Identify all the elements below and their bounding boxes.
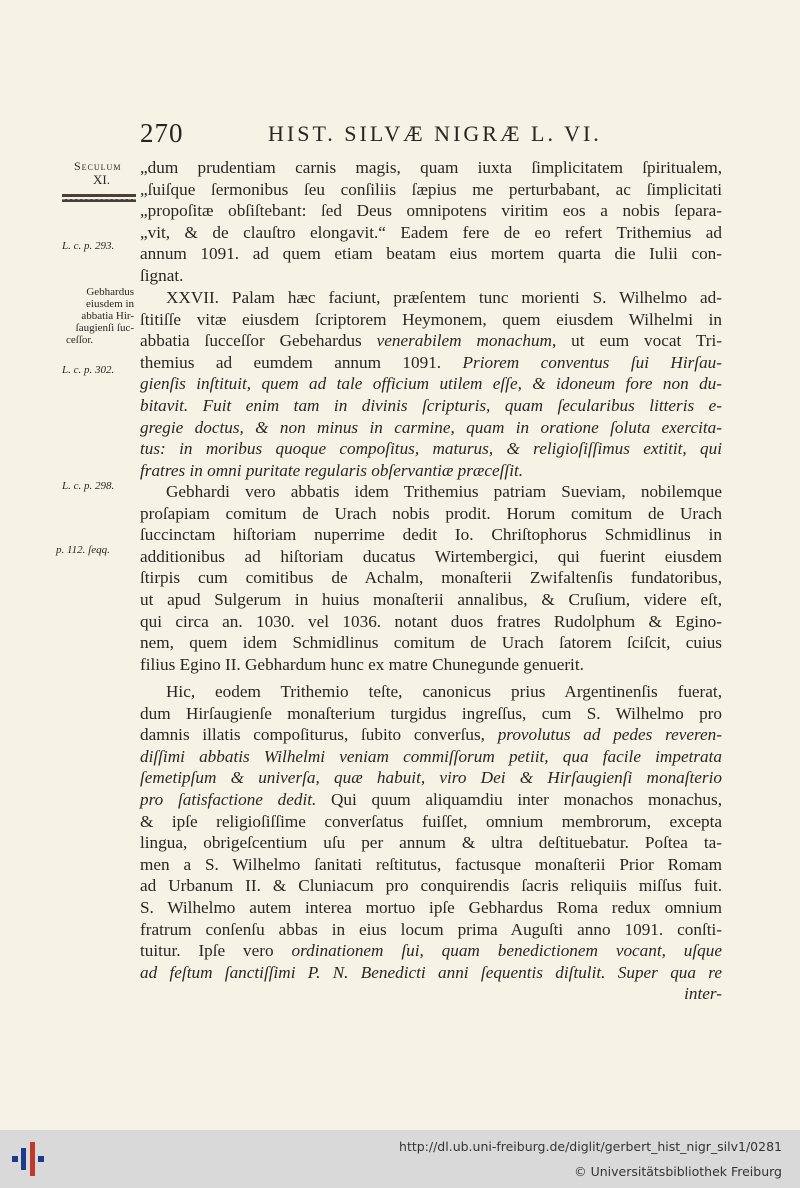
margin-seculum: Seculum [74, 159, 122, 173]
text-run: themius ad eumdem annum 1091. [140, 352, 463, 372]
text-line [140, 460, 722, 482]
text-line [140, 897, 722, 919]
italic-run: venerabilem monachum [376, 331, 552, 351]
text-line [140, 854, 722, 876]
text-line: nem, quem idem Schmidlinus comitum de Urach ſatorem ſciſcit, cuius [140, 633, 722, 653]
text-run: lingua, obrigeſcentium uſu per annum & ultra deſtituebatur. Poſtea ta- [140, 833, 722, 853]
text-line: additionibus ad hiſtoriam ducatus Wirtembergici, qui fuerint eiusdem [140, 546, 722, 566]
text-line [140, 287, 722, 309]
text-line: filius Egino II. Gebhardum hunc ex matre Chunegunde genuerit. [140, 654, 584, 674]
text-run: ad Urbanum II. & Cluniacum pro conquirendis ſacris reliquiis miſſus fuit. [140, 876, 722, 896]
text-line [140, 703, 722, 725]
text-line [140, 789, 722, 811]
margin-note-line: abbatia Hir- [81, 310, 134, 322]
italic-run: Priorem conventus ſui Hirſau- [462, 352, 722, 372]
running-head: HIST. SILVÆ NIGRÆ L. VI. [268, 121, 602, 146]
text-line [140, 417, 722, 439]
page-number: 270 [140, 118, 184, 148]
text-line [140, 681, 722, 703]
page-header [140, 118, 700, 152]
italic-run: gienſis inſtituit, quem ad tale officium utilem eſſe, & idoneum fore non du- [140, 374, 722, 394]
text-line: qui circa an. 1030. vel 1036. notant duos fratres Rudolphum & Egino- [140, 611, 722, 631]
text-line: annum 1091. ad quem etiam beatam eius mortem quarta die Iulii con- [140, 244, 722, 264]
text-line: „ſuiſque ſermonibus ſeu conſiliis ſæpius me perturbabant, ac ſimplicitati [140, 179, 722, 199]
text-line: ſignat. [140, 265, 184, 285]
text-line [140, 438, 722, 460]
text-run: & ipſe religioſiſſime converſatus fuiſſet, omnium membrorum, excepta [140, 811, 722, 831]
margin-ref-1: L. c. p. 293. [62, 240, 115, 252]
text-run: abbatia ſucceſſor Gebehardus [140, 331, 377, 351]
paragraph-hic [140, 681, 722, 1005]
margin-note-line: ceſſor. [66, 334, 94, 346]
text-line [140, 962, 722, 984]
text-run: , ut eum vocat Tri- [551, 331, 722, 351]
text-run: damnis illatis compoſiturus, ſubito converſus, [140, 725, 498, 745]
italic-run: gregie doctus, & non minus in carmine, quam in oratione ſoluta exercita- [140, 417, 722, 437]
italic-run: ordinationem ſui, quam benedictionem vocant, uſque [291, 941, 722, 961]
text-line [140, 373, 722, 395]
italic-run: bitavit. Fuit enim tam in divinis ſcripturis, quam ſecularibus litteris e- [140, 395, 722, 415]
italic-run: ad feſtum ſanctiſſimi P. N. Benedicti anni ſequentis diſtulit. Super qua re [140, 962, 722, 982]
text-line: „vit, & de clauſtro elongavit.“ Eadem fere de eo refert Trithemius ad [140, 222, 722, 242]
margin-gebhardus-note [62, 286, 134, 346]
margin-ref-4: p. 112. ſeqq. [56, 544, 110, 556]
source-url-link[interactable]: http://dl.ub.uni-freiburg.de/diglit/gerbert_hist_nigr_silv1/0281 [399, 1139, 782, 1154]
text-line [140, 767, 722, 789]
text-line: ut apud Sulgerum in huius monaſterii annalibus, & Cruſium, videre eſt, [140, 589, 722, 609]
italic-run: pro ſatisfactione dedit. [140, 789, 317, 809]
text-run: dum Hirſaugienſe monaſterium turgidus ingreſſus, cum S. Wilhelmo pro [140, 703, 722, 723]
text-line [140, 395, 722, 417]
text-line [140, 352, 722, 374]
italic-run: tus: in moribus quoque compoſitus, maturus, & religioſiſſimus extitit, qui [140, 439, 722, 459]
text-line: „dum prudentiam carnis magis, quam iuxta ſimplicitatem ſpiritualem, [140, 158, 722, 177]
text-run: S. Wilhelmo autem interea mortuo ipſe Gebhardus Roma redux omnium [140, 897, 722, 917]
text-line: Gebhardi vero abbatis idem Trithemius patriam Sueviam, nobilemque [166, 482, 722, 501]
text-line [140, 875, 722, 897]
text-run: fratrum conſenſu abbas in eius locum prima Auguſti anno 1091. conſti- [140, 919, 722, 939]
text-line [140, 724, 722, 746]
ornamental-rule [62, 194, 136, 203]
catchword: inter- [684, 984, 722, 1004]
viewer-footer [0, 1130, 800, 1188]
text-line [140, 330, 722, 352]
margin-seculum-number: XI. [93, 172, 110, 187]
italic-run: ſemetipſum & univerſa, quæ habuit, viro Dei & Hirſaugienſi monaſterio [140, 768, 722, 788]
text-run: Qui quum aliquamdiu inter monachos monachus, [316, 789, 722, 809]
italic-run: fratres in omni puritate regularis obſervantiæ præceſſit. [140, 460, 524, 480]
italic-run: diſſimi abbatis Wilhelmi veniam commiſſorum petiit, qua facile impetrata [140, 746, 722, 766]
text-line: „propoſitæ obſiſtebant: ſed Deus omnipotens viritim eos a nobis ſepara- [140, 201, 722, 221]
margin-note-line: eiusdem in [86, 298, 134, 310]
text-run: men a S. Wilhelmo ſanitati reſtitutus, factusque monaſterii Prior Romam [140, 854, 722, 874]
text-line [140, 919, 722, 941]
italic-run: provolutus ad pedes reveren- [497, 725, 722, 745]
paragraph-xxvii [140, 287, 722, 481]
text-run: ſtitiſſe vitæ eiusdem ſcriptorem Heymonem, quem eiusdem Wilhelmi in [140, 309, 722, 329]
paragraph-quote [140, 157, 722, 287]
margin-ref-2: L. c. p. 302. [62, 364, 115, 376]
text-line: ſtirpis cum comitibus de Achalm, monaſterii Zwifaltenſis fundatoribus, [140, 568, 722, 588]
text-line [140, 309, 722, 331]
text-line [140, 811, 722, 833]
text-line [140, 940, 722, 962]
text-run: tuitur. Ipſe vero [140, 941, 292, 961]
text-run: Hic, eodem Trithemio teſte, canonicus prius Argentinenſis fuerat, [166, 682, 722, 701]
margin-note-line: Gebhardus [86, 286, 134, 298]
text-run: XXVII. Palam hæc faciunt, præſentem tunc morienti S. Wilhelmo ad- [166, 288, 722, 307]
text-line: ſuccinctam hiſtoriam nuperrime dedit Io. Chriſtophorus Schmidlinus in [140, 525, 722, 545]
text-line [140, 746, 722, 768]
margin-note-line: ſaugienſi ſuc- [75, 322, 134, 334]
copyright-notice: © Universitätsbibliothek Freiburg [574, 1164, 782, 1179]
text-line: proſapiam comitum de Urach nobis prodit. Horum comitum de Urach [140, 503, 722, 523]
library-logo-icon [10, 1140, 46, 1178]
margin-ref-3: L. c. p. 298. [62, 480, 115, 492]
text-line [140, 832, 722, 854]
paragraph-gebhardi [140, 481, 722, 675]
